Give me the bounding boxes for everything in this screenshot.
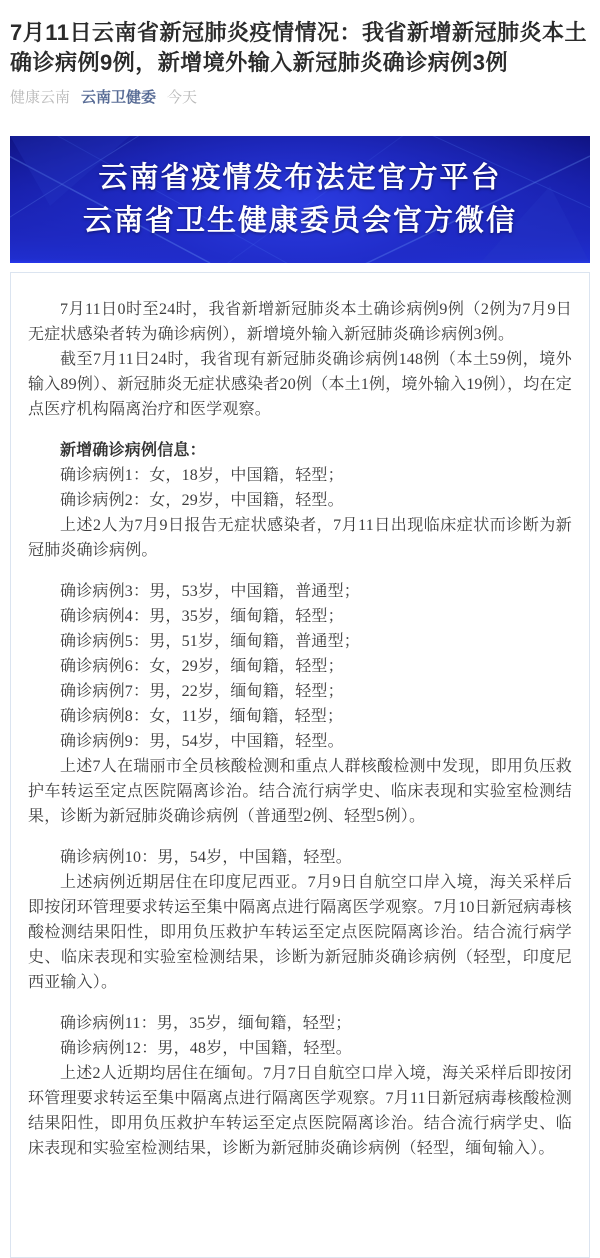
article-body — [10, 272, 590, 1258]
meta-publish-date: 今天 — [167, 89, 198, 106]
paragraph: 上述7人在瑞丽市全员核酸检测和重点人群核酸检测中发现，即用负压救护车转运至定点医院隔离诊治。结合流行病学史、临床表现和实验室检测结果，诊断为新冠肺炎确诊病例（普通型2例、轻型5例）。 — [28, 758, 572, 825]
paragraph: 确诊病例4：男，35岁，缅甸籍，轻型； — [60, 608, 344, 625]
section-heading: 新增确诊病例信息： — [60, 442, 206, 459]
paragraph-spacer — [28, 422, 572, 438]
paragraph: 上述2人近期均居住在缅甸。7月7日自航空口岸入境，海关采样后即按闭环管理要求转运至集中隔离点进行隔离医学观察。7月11日新冠病毒核酸检测结果阳性，即用负压救护车转运至定点医院隔离诊治。结合流行病学史、临床表现和实验室检测结果，诊断为新冠肺炎确诊病例（轻型，缅甸输入）。 — [28, 1065, 572, 1157]
meta-account-name: 健康云南 — [10, 89, 71, 106]
banner-line-1: 云南省疫情发布法定官方平台 — [98, 161, 502, 194]
paragraph: 7月11日0时至24时，我省新增新冠肺炎本土确诊病例9例（2例为7月9日无症状感染者转为确诊病例），新增境外输入新冠肺炎确诊病例3例。 — [28, 301, 572, 343]
paragraph: 上述2人为7月9日报告无症状感染者，7月11日出现临床症状而诊断为新冠肺炎确诊病例。 — [28, 517, 572, 559]
paragraph: 确诊病例12：男，48岁，中国籍，轻型。 — [60, 1040, 353, 1057]
paragraph: 确诊病例10：男，54岁，中国籍，轻型。 — [60, 849, 353, 866]
paragraph: 确诊病例9：男，54岁，中国籍，轻型。 — [60, 733, 344, 750]
paragraph-spacer — [28, 829, 572, 845]
paragraph: 确诊病例3：男，53岁，中国籍，普通型； — [60, 583, 361, 600]
paragraph: 确诊病例2：女，29岁，中国籍，轻型。 — [60, 492, 344, 509]
paragraph: 确诊病例1：女，18岁，中国籍，轻型； — [60, 467, 344, 484]
paragraph: 确诊病例11：男，35岁，缅甸籍，轻型； — [60, 1015, 352, 1032]
meta-author-link[interactable]: 云南卫健委 — [81, 89, 157, 106]
paragraph: 确诊病例7：男，22岁，缅甸籍，轻型； — [60, 683, 344, 700]
paragraph-spacer — [28, 563, 572, 579]
banner-line-2: 云南省卫生健康委员会官方微信 — [82, 204, 517, 237]
paragraph-spacer — [28, 995, 572, 1011]
paragraph: 截至7月11日24时，我省现有新冠肺炎确诊病例148例（本土59例，境外输入89例）、新冠肺炎无症状感染者20例（本土1例，境外输入19例），均在定点医疗机构隔离治疗和医学观察。 — [28, 351, 572, 418]
page-title: 7月11日云南省新冠肺炎疫情情况：我省新增新冠肺炎本土确诊病例9例，新增境外输入新冠肺炎确诊病例3例 — [10, 20, 587, 75]
article-meta — [10, 89, 590, 107]
paragraph: 确诊病例8：女，11岁，缅甸籍，轻型； — [60, 708, 344, 725]
official-platform-banner — [10, 136, 590, 263]
paragraph: 上述病例近期居住在印度尼西亚。7月9日自航空口岸入境，海关采样后即按闭环管理要求转运至集中隔离点进行隔离医学观察。7月10日新冠病毒核酸检测结果阳性，即用负压救护车转运至定点医院隔离诊治。结合流行病学史、临床表现和实验室检测结果，诊断为新冠肺炎确诊病例（轻型，印度尼西亚输入）。 — [28, 874, 572, 991]
paragraph: 确诊病例5：男，51岁，缅甸籍，普通型； — [60, 633, 361, 650]
paragraph: 确诊病例6：女，29岁，缅甸籍，轻型； — [60, 658, 344, 675]
